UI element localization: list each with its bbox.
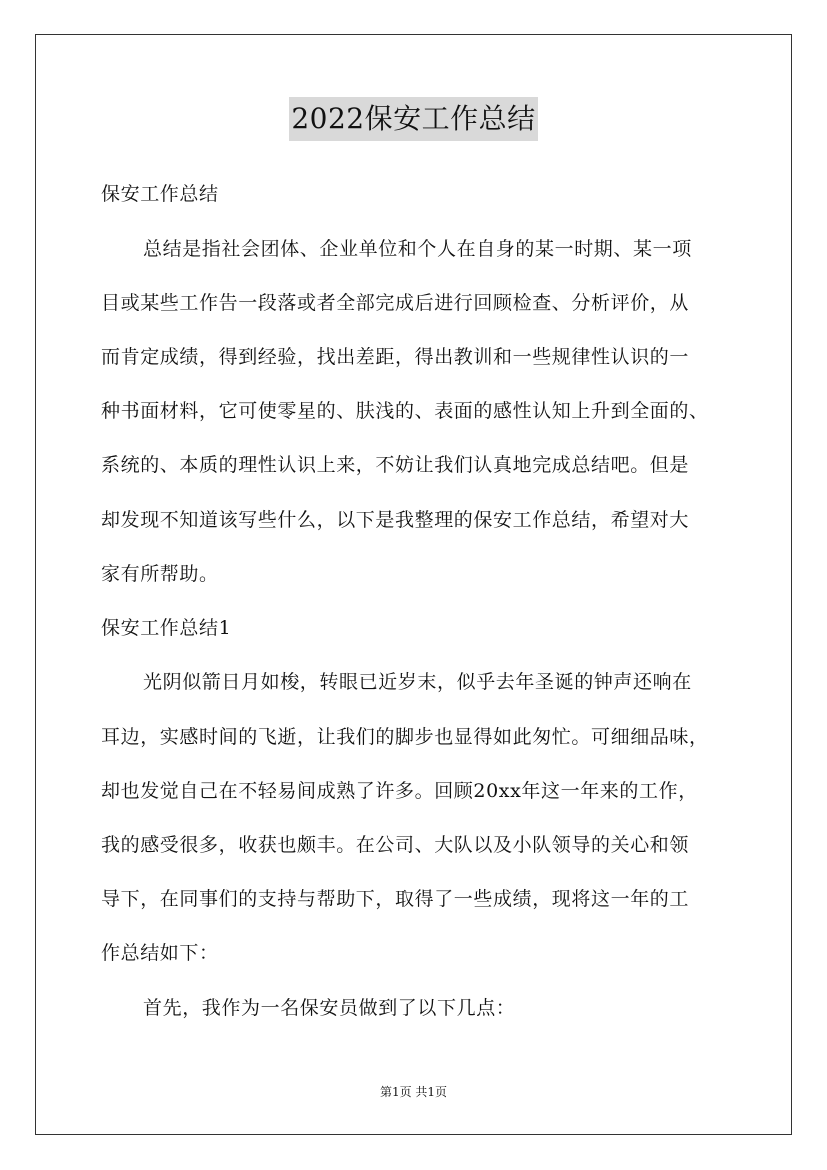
paragraph-line: 家有所帮助。 — [101, 563, 219, 585]
paragraph-line: 作总结如下： — [101, 942, 219, 964]
section-heading-intro: 保安工作总结 — [101, 183, 219, 205]
paragraph-line: 目或某些工作告一段落或者全部完成后进行回顾检查、分析评价，从 — [101, 292, 690, 314]
paragraph-line: 却发现不知道该写些什么，以下是我整理的保安工作总结，希望对大 — [101, 509, 690, 531]
paragraph-line: 总结是指社会团体、企业单位和个人在自身的某一时期、某一项 — [143, 238, 692, 260]
paragraph-line: 却也发觉自己在不轻易间成熟了许多。回顾20xx年这一年来的工作， — [101, 780, 698, 802]
paragraph-line: 导下，在同事们的支持与帮助下，取得了一些成绩，现将这一年的工 — [101, 888, 690, 910]
title-container — [0, 97, 827, 141]
page-footer: 第1页 共1页 — [379, 1085, 448, 1099]
paragraph-line: 而肯定成绩，得到经验，找出差距，得出教训和一些规律性认识的一 — [101, 346, 690, 368]
document-title: 2022保安工作总结 — [289, 97, 537, 141]
section-heading-1: 保安工作总结1 — [101, 617, 232, 639]
paragraph-line: 系统的、本质的理性认识上来，不妨让我们认真地完成总结吧。但是 — [101, 454, 690, 476]
paragraph-line: 我的感受很多，收获也颇丰。在公司、大队以及小队领导的关心和领 — [101, 834, 690, 856]
paragraph-line: 光阴似箭日月如梭，转眼已近岁末，似乎去年圣诞的钟声还响在 — [143, 671, 692, 693]
paragraph-line: 耳边，实感时间的飞逝，让我们的脚步也显得如此匆忙。可细细品味， — [101, 726, 709, 748]
paragraph-line: 首先，我作为一名保安员做到了以下几点： — [143, 997, 516, 1019]
paragraph-line: 种书面材料，它可使零星的、肤浅的、表面的感性认知上升到全面的、 — [101, 400, 709, 422]
